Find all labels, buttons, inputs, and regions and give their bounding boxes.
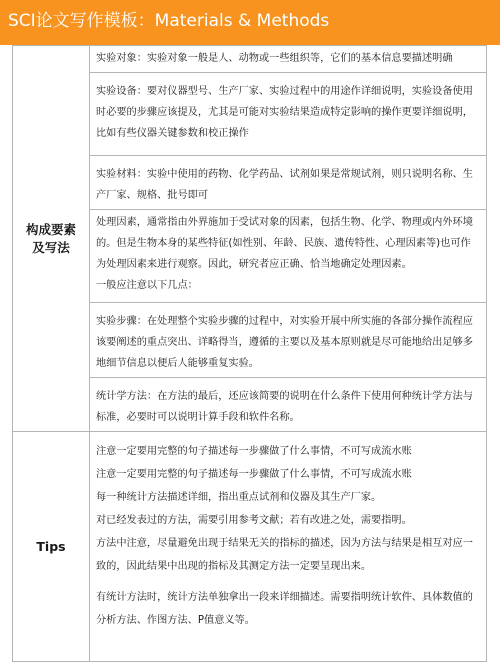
section-label-line: 构成要素: [25, 221, 76, 237]
row-equipment: [90, 73, 487, 156]
paragraph: 实验对象：实验对象一般是人、动物或一些组织等，它们的基本信息要描述明确: [96, 53, 453, 64]
section-label-line: 及写法: [32, 239, 70, 255]
paragraph: 实验材料：实验中使用的药物、化学药品、试剂如果是常规试剂，则只说明名称、生产厂家、规格、批号即可: [96, 169, 473, 201]
tip-paragraph: 对已经发表过的方法，需要引用参考文献；若有改进之处，需要指明。: [96, 515, 412, 526]
paragraph: 实验设备：要对仪器型号、生产厂家、实验过程中的用途作详细说明，实验设备使用时必要的步骤应该提及，尤其是可能对实验结果造成特定影响的操作更要详细说明，比如有些仪器关键参数和校正操作: [96, 86, 473, 139]
paragraph: 一般应注意以下几点：: [96, 280, 198, 291]
row-procedure: [90, 303, 487, 378]
tip-paragraph: 有统计方法时，统计方法单独拿出一段来详细描述。需要指明统计软件、具体数值的分析方法、作图方法、P值意义等。: [96, 592, 473, 626]
paragraph: 处理因素，通常指由外界施加于受试对象的因素，包括生物、化学、物理或内外环境的。但是生物本身的某些特征(如性别、年龄、民族、遗传特性、心理因素等)也可作为处理因素来进行观察。因此，研究者应正确、恰当地确定处理因素。: [96, 217, 473, 270]
tip-paragraph: 注意一定要用完整的句子描述每一步骤做了什么事情，不可写成流水账: [96, 446, 412, 457]
section-label-components: [13, 46, 90, 432]
page-title: SCI论文写作模板：Materials & Methods: [0, 0, 500, 42]
tip-paragraph: 方法中注意，尽量避免出现于结果无关的指标的描述，因为方法与结果是相互对应一致的，因此结果中出现的指标及其测定方法一定要呈现出来。: [96, 538, 473, 572]
tip-paragraph: 注意一定要用完整的句子描述每一步骤做了什么事情，不可写成流水账: [96, 469, 412, 480]
row-statistics: [90, 378, 487, 432]
paragraph: 实验步骤：在处理整个实验步骤的过程中，对实验开展中所实施的各部分操作流程应该要阐述的重点突出、详略得当，遵循的主要以及基本原则就是尽可能地给出足够多地细节信息以便后人能够重复实验。: [96, 316, 473, 369]
row-materials: [90, 156, 487, 210]
row-tips: [90, 432, 487, 662]
tip-paragraph: 每一种统计方法描述详细，指出重点试剂和仪器及其生产厂家。: [96, 492, 382, 503]
paragraph: 统计学方法：在方法的最后，还应该简要的说明在什么条件下使用何种统计学方法与标准，必要时可以说明计算手段和软件名称。: [96, 391, 473, 423]
row-subjects: [90, 46, 487, 73]
row-treatment-factors: [90, 210, 487, 303]
methods-template-table: [12, 45, 487, 662]
section-label-tips: Tips: [13, 432, 90, 662]
